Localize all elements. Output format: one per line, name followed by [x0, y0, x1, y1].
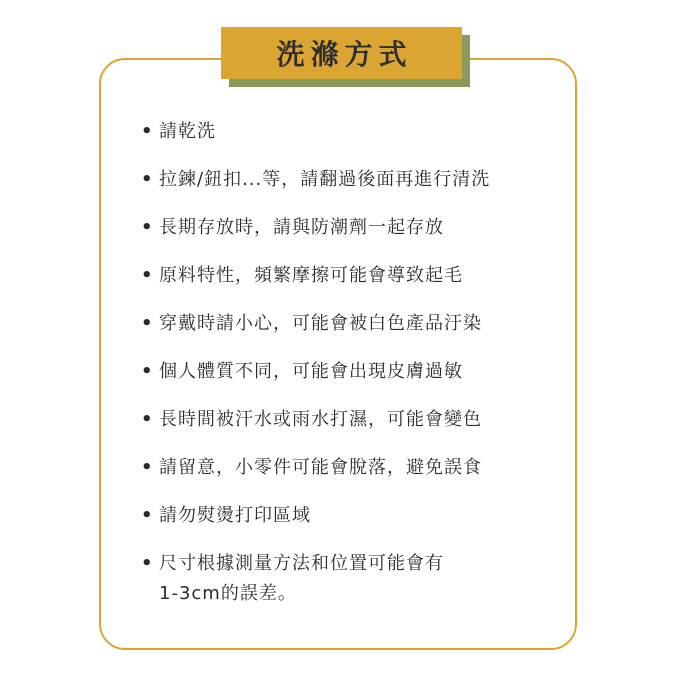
list-item: [141, 357, 561, 405]
list-item-text: 長期存放時，請與防潮劑一起存放: [159, 217, 444, 238]
bullet-icon: •: [141, 169, 154, 190]
list-item: [141, 405, 561, 453]
list-item-text: 原料特性，頻繁摩擦可能會導致起毛: [159, 265, 463, 286]
list-item-text: 個人體質不同，可能會出現皮膚過敏: [159, 361, 463, 382]
bullet-icon: •: [141, 217, 154, 238]
care-instructions-list: [141, 117, 561, 609]
list-item-text: 拉鍊/鈕扣...等，請翻過後面再進行清洗: [159, 169, 491, 190]
list-item-text: 尺寸根據測量方法和位置可能會有 1-3cm的誤差。: [159, 553, 444, 604]
list-item-text: 請留意，小零件可能會脫落，避免誤食: [159, 457, 482, 478]
list-item: [141, 309, 561, 357]
bullet-icon: •: [141, 313, 154, 334]
bullet-icon: •: [141, 409, 154, 430]
list-item: [141, 117, 561, 165]
bullet-icon: •: [141, 265, 154, 286]
list-item-text: 請勿熨燙打印區域: [159, 505, 311, 526]
list-item-text: 穿戴時請小心，可能會被白色產品汙染: [159, 313, 482, 334]
bullet-icon: •: [141, 121, 154, 142]
list-item: [141, 549, 561, 609]
bullet-icon: •: [141, 505, 154, 526]
list-item: [141, 261, 561, 309]
bullet-icon: •: [141, 457, 154, 478]
list-item: [141, 501, 561, 549]
bullet-icon: •: [141, 361, 154, 382]
list-item-text: 長時間被汗水或雨水打濕，可能會變色: [159, 409, 482, 430]
list-item-text: 請乾洗: [159, 121, 216, 142]
list-item: [141, 165, 561, 213]
page-title: 洗滌方式: [276, 38, 413, 71]
list-item: [141, 453, 561, 501]
bullet-icon: •: [141, 553, 154, 574]
title-banner: [221, 27, 462, 79]
list-item: [141, 213, 561, 261]
